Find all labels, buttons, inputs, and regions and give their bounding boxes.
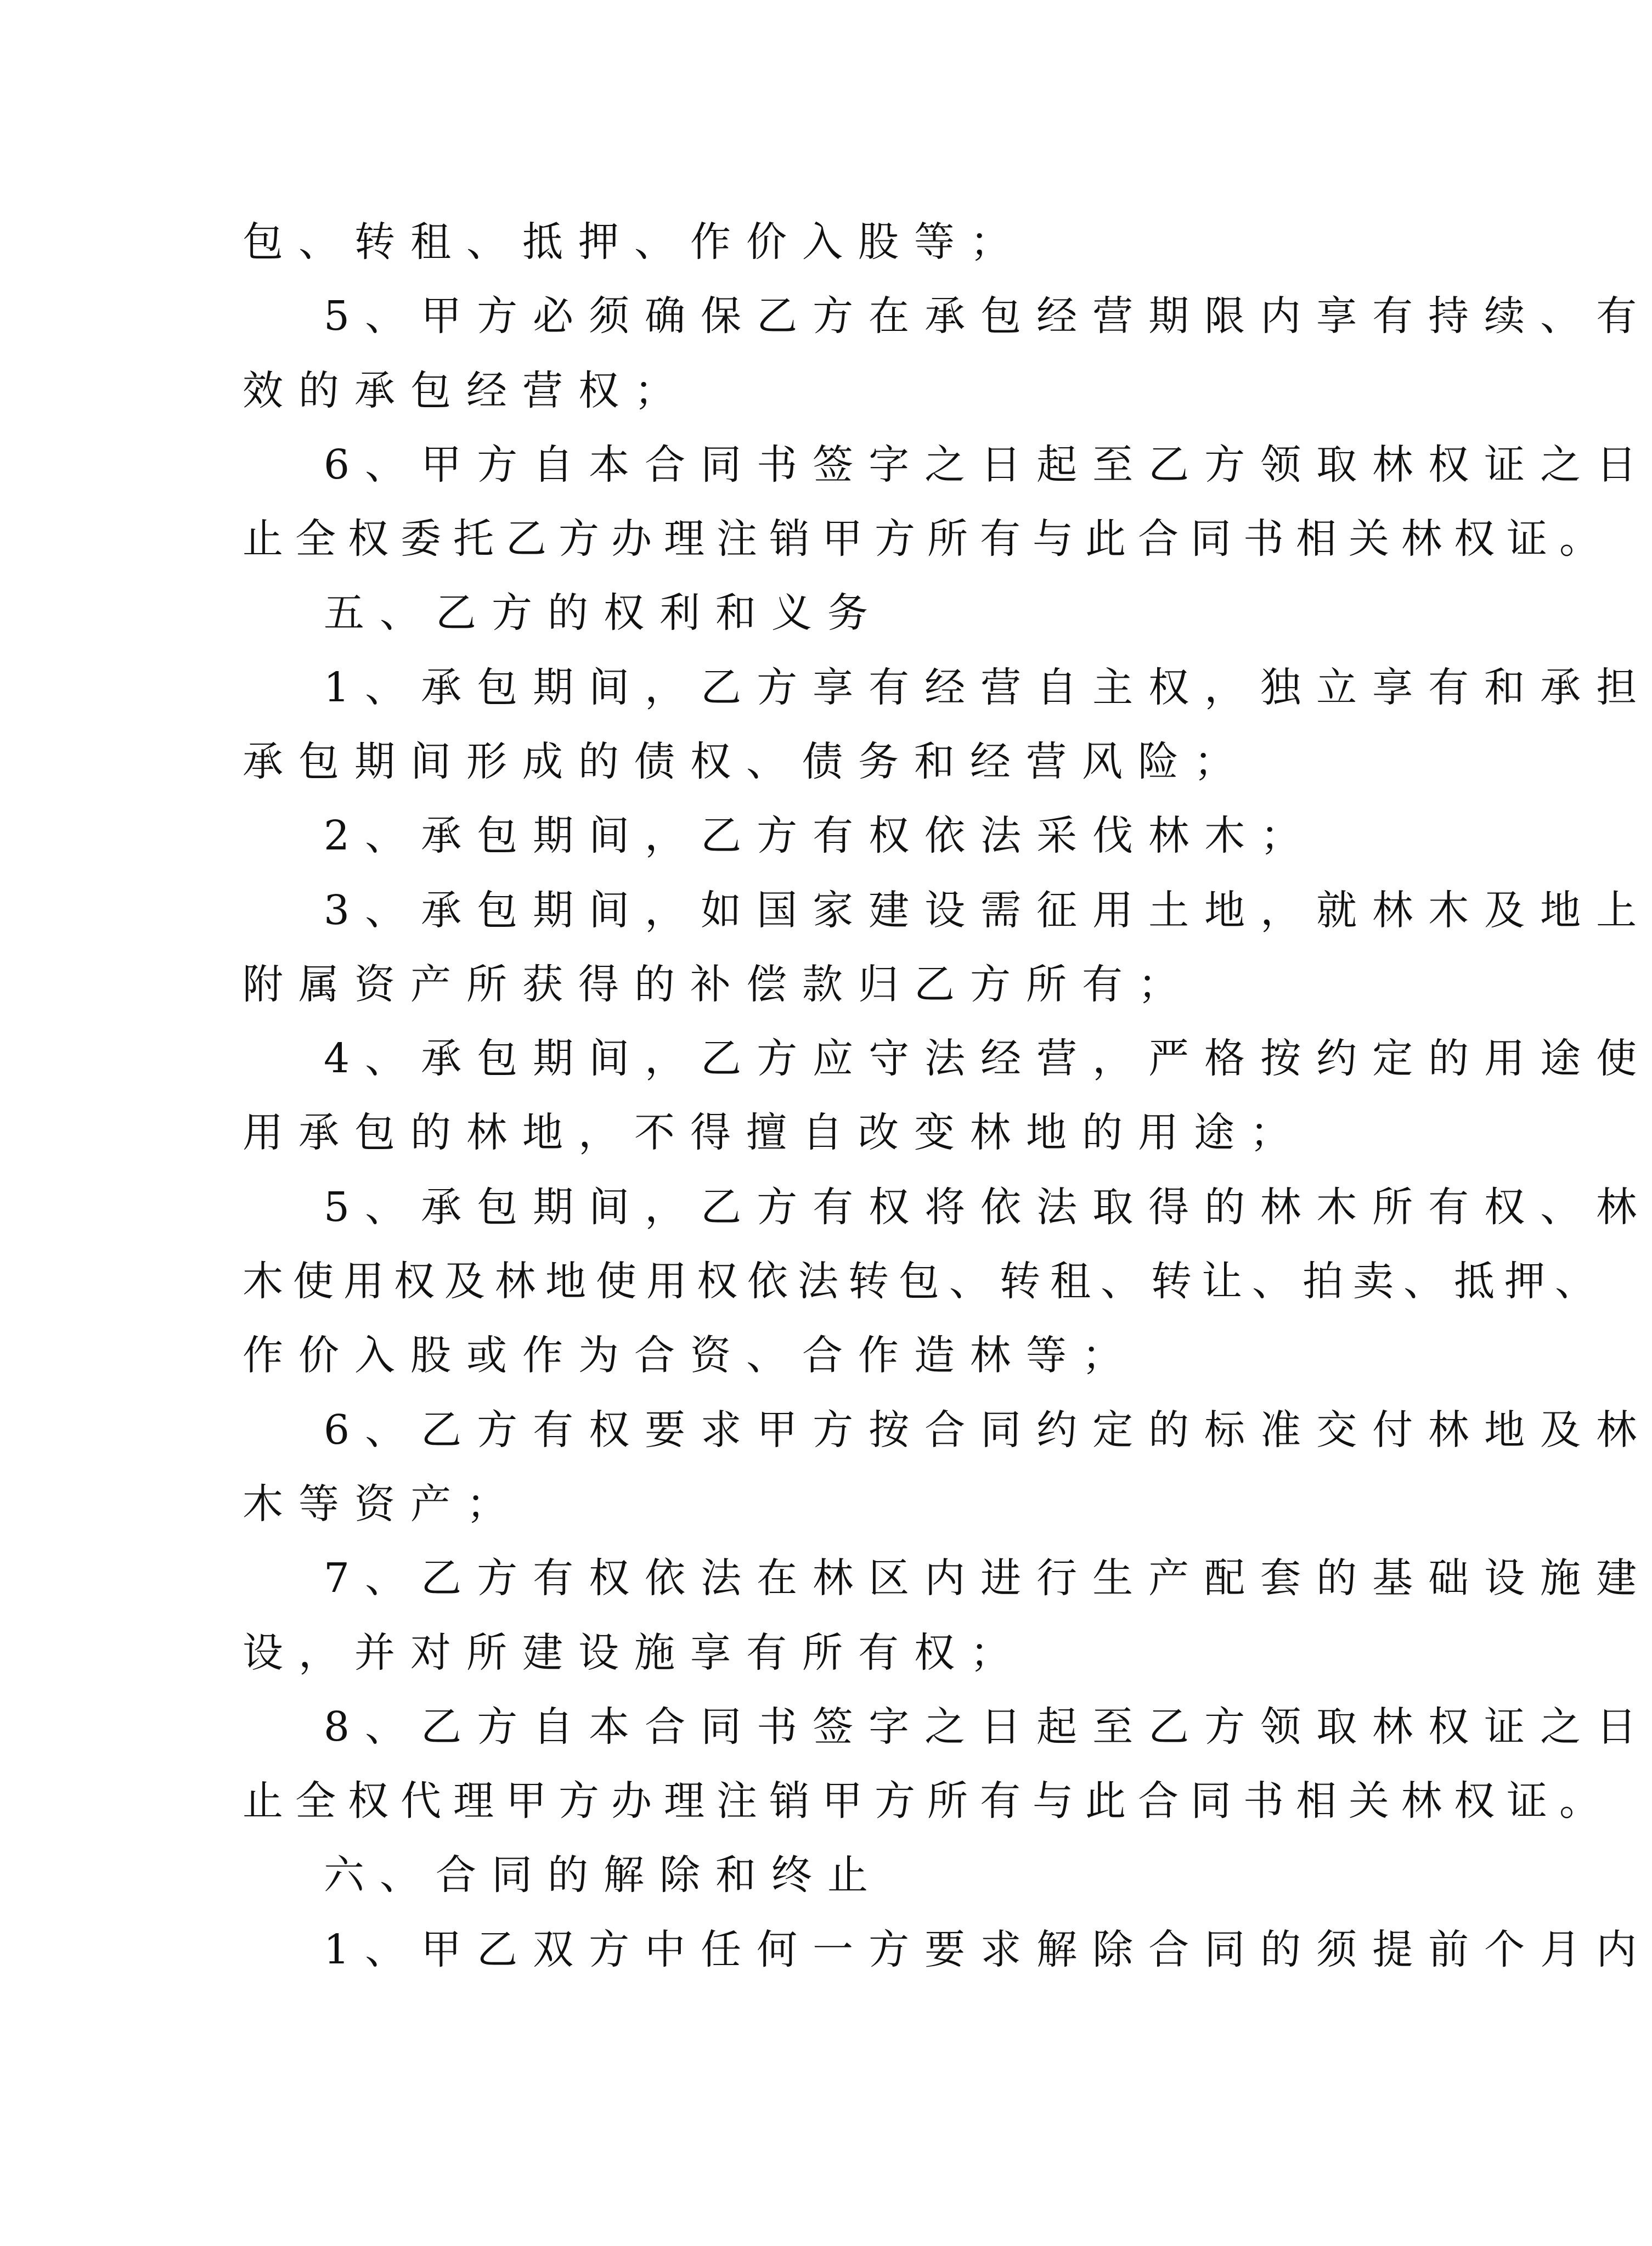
text-line: 木使用权及林地使用权依法转包、转租、转让、拍卖、抵押、 [243,1258,1605,1305]
text-line: 8、乙方自本合同书签字之日起至乙方领取林权证之日 [324,1703,1652,1750]
text-line: 止全权委托乙方办理注销甲方所有与此合同书相关林权证。 [243,515,1612,562]
text-line: 2、承包期间，乙方有权依法采伐林木； [324,812,1317,859]
section-heading: 六、合同的解除和终止 [324,1851,883,1899]
text-line: 作价入股或作为合资、合作造林等； [243,1332,1138,1379]
section-heading: 五、乙方的权利和义务 [324,589,883,637]
text-line: 5、承包期间，乙方有权将依法取得的林木所有权、林 [324,1184,1652,1231]
text-line: 1、甲乙双方中任何一方要求解除合同的须提前个月内 [324,1926,1652,1973]
text-line: 包、转租、抵押、作价入股等； [243,218,1026,266]
text-line: 附属资产所获得的补偿款归乙方所有； [243,961,1194,1008]
text-line: 效的承包经营权； [243,367,690,414]
text-line: 1、承包期间，乙方享有经营自主权，独立享有和承担 [324,664,1652,711]
text-line: 承包期间形成的债权、债务和经营风险； [243,738,1250,785]
text-line: 4、承包期间，乙方应守法经营，严格按约定的用途使 [324,1035,1652,1082]
text-line: 3、承包期间，如国家建设需征用土地，就林木及地上 [324,887,1652,934]
text-line: 7、乙方有权依法在林区内进行生产配套的基础设施建 [324,1555,1652,1602]
text-line: 6、乙方有权要求甲方按合同约定的标准交付林地及林 [324,1406,1652,1454]
text-line: 5、甲方必须确保乙方在承包经营期限内享有持续、有 [324,292,1652,340]
text-line: 设，并对所建设施享有所有权； [243,1629,1026,1676]
text-line: 6、甲方自本合同书签字之日起至乙方领取林权证之日 [324,441,1652,488]
text-line: 木等资产； [243,1481,522,1528]
text-line: 止全权代理甲方办理注销甲方所有与此合同书相关林权证。 [243,1777,1612,1825]
text-line: 用承包的林地，不得擅自改变林地的用途； [243,1109,1306,1156]
